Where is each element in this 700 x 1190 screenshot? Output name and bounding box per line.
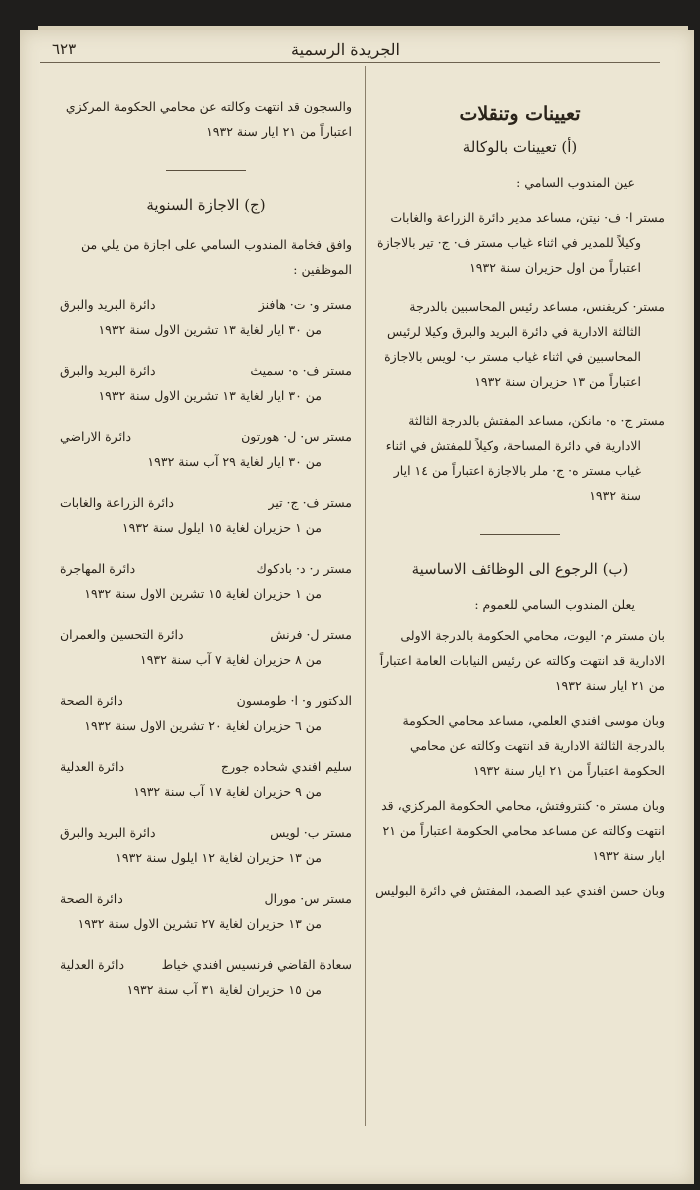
item-continuation: الادارية في دائرة المساحة، وكيلاً للمفتش في اثناء غياب مستر ه· ج· ملر بالاجازة اعتباراً من ١٤ ايار سنة ١٩٣٢	[385, 438, 641, 503]
leave-entry	[60, 688, 352, 738]
employee-department: دائرة البريد والبرق	[60, 297, 156, 312]
employee-name: مستر ل· فرنش	[270, 627, 352, 642]
leave-entry	[60, 424, 352, 474]
item-first-line: مستر· كريفنس، مساعد رئيس المحاسبين بالدرجة	[409, 299, 665, 314]
leave-period: من ٨ حزيران لغاية ٧ آب سنة ١٩٣٢	[140, 652, 322, 667]
employee-department: دائرة الصحة	[60, 693, 123, 708]
intro-c: وافق فخامة المندوب السامي على اجازة من يلي من الموظفين :	[80, 237, 352, 277]
item-continuation: وكيلاً للمدير في اثناء غياب مستر ف· ج· تير بالاجازة اعتباراً من اول حزيران سنة ١٩٣٢	[377, 235, 641, 275]
continuation-paragraph: والسجون قد انتهت وكالته عن محامي الحكومة المركزي اعتباراً من ٢١ ايار سنة ١٩٣٢	[65, 99, 352, 139]
employee-name: مستر و· ت· هافنز	[258, 297, 352, 312]
header-rule	[40, 62, 660, 63]
leave-period: من ١ حزيران لغاية ١٥ ايلول سنة ١٩٣٢	[121, 520, 322, 535]
section-separator	[480, 534, 560, 535]
employee-name: مستر س· مورال	[264, 891, 352, 906]
employee-department: دائرة المهاجرة	[60, 561, 136, 576]
employee-department: دائرة الاراضي	[60, 429, 132, 444]
employee-name: سليم افندي شحاده جورج	[221, 759, 352, 774]
leave-period: من ١٥ حزيران لغاية ٣١ آب سنة ١٩٣٢	[126, 982, 322, 997]
employee-name: مستر ف· ج· تير	[268, 495, 352, 510]
subsection-title-b: (ب) الرجوع الى الوظائف الاساسية	[411, 560, 629, 578]
left-column	[60, 80, 352, 1018]
employee-department: دائرة العدلية	[60, 759, 125, 774]
leave-entry	[60, 622, 352, 672]
subsection-title-a: (أ) تعيينات بالوكالة	[462, 138, 578, 156]
section-separator	[166, 170, 246, 171]
leave-entry	[60, 952, 352, 1002]
employee-name: مستر ف· ه· سميث	[250, 363, 352, 378]
leave-period: من ٣٠ ايار لغاية ٢٩ آب سنة ١٩٣٢	[147, 454, 322, 469]
gazette-title: الجريدة الرسمية	[290, 40, 400, 59]
employee-name: مستر ب· لويس	[270, 825, 352, 840]
right-column	[375, 80, 665, 913]
intro-a: عين المندوب السامي :	[516, 175, 635, 190]
intro-b: يعلن المندوب السامي للعموم :	[474, 597, 635, 612]
leave-period: من ٣٠ ايار لغاية ١٣ تشرين الاول سنة ١٩٣٢	[98, 322, 322, 337]
leave-entry	[60, 490, 352, 540]
page-number: ٦٢٣	[52, 40, 77, 58]
appointment-item	[375, 294, 665, 394]
leave-entry	[60, 754, 352, 804]
employee-department: دائرة البريد والبرق	[60, 363, 156, 378]
leave-entry	[60, 886, 352, 936]
subsection-title-c: (ج) الاجازة السنوية	[146, 196, 266, 214]
leave-period: من ١٣ حزيران لغاية ١٢ ايلول سنة ١٩٣٢	[115, 850, 322, 865]
notice-paragraph: وبان مستر ه· كنتروفتش، محامي الحكومة المركزي، قد انتهت وكالته عن مساعد محامي الحكومة اعتباراً من ٢١ ايار سنة ١٩٣٢	[381, 798, 665, 863]
item-continuation: الثالثة الادارية في دائرة البريد والبرق وكيلا لرئيس المحاسبين في اثناء غياب مستر ب· لويس بالاجازة اعتباراً من ١٣ حزيران سنة ١٩٣٢	[384, 324, 641, 389]
employee-name: سعادة القاضي فرنسيس افندي خياط	[161, 957, 352, 972]
leave-period: من ١٣ حزيران لغاية ٢٧ تشرين الاول سنة ١٩٣٢	[77, 916, 322, 931]
column-divider	[365, 66, 366, 1126]
employee-name: مستر ر· د· بادكوك	[256, 561, 352, 576]
leave-entry	[60, 292, 352, 342]
employee-name: الدكتور و· ا· طومسون	[236, 693, 352, 708]
leave-period: من ٦ حزيران لغاية ٢٠ تشرين الاول سنة ١٩٣٢	[84, 718, 322, 733]
notice-paragraph: وبان موسى افندي العلمي، مساعد محامي الحكومة بالدرجة الثالثة الادارية قد انتهت وكالته عن محامي الحكومة اعتباراً من ٢١ ايار سنة ١٩٣٢	[402, 713, 665, 778]
item-first-line: مستر ج· ه· مانكن، مساعد المفتش بالدرجة الثالثة	[408, 413, 665, 428]
section-title: تعيينات وتنقلات	[459, 103, 581, 125]
employee-department: دائرة الزراعة والغابات	[60, 495, 174, 510]
employee-name: مستر س· ل· هورتون	[241, 429, 352, 444]
item-first-line: مستر ا· ف· نيتن، مساعد مدير دائرة الزراعة والغابات	[390, 210, 665, 225]
leave-period: من ٩ حزيران لغاية ١٧ آب سنة ١٩٣٢	[133, 784, 322, 799]
page-header	[52, 36, 660, 72]
leave-entry	[60, 358, 352, 408]
employee-department: دائرة العدلية	[60, 957, 125, 972]
notice-paragraph: وبان حسن افندي عبد الصمد، المفتش في دائرة البوليس	[375, 883, 665, 898]
leave-period: من ٣٠ ايار لغاية ١٣ تشرين الاول سنة ١٩٣٢	[98, 388, 322, 403]
appointment-item	[375, 408, 665, 508]
employee-department: دائرة التحسين والعمران	[60, 627, 184, 642]
employee-department: دائرة الصحة	[60, 891, 123, 906]
leave-entry	[60, 820, 352, 870]
appointment-item	[375, 205, 665, 280]
employee-department: دائرة البريد والبرق	[60, 825, 156, 840]
leave-entry	[60, 556, 352, 606]
notice-paragraph: بان مستر م· اليوت، محامي الحكومة بالدرجة الاولى الادارية قد انتهت وكالته عن رئيس النيابات العامة اعتباراً من ٢١ ايار سنة ١٩٣٢	[379, 628, 665, 693]
leave-period: من ١ حزيران لغاية ١٥ تشرين الاول سنة ١٩٣٢	[84, 586, 322, 601]
